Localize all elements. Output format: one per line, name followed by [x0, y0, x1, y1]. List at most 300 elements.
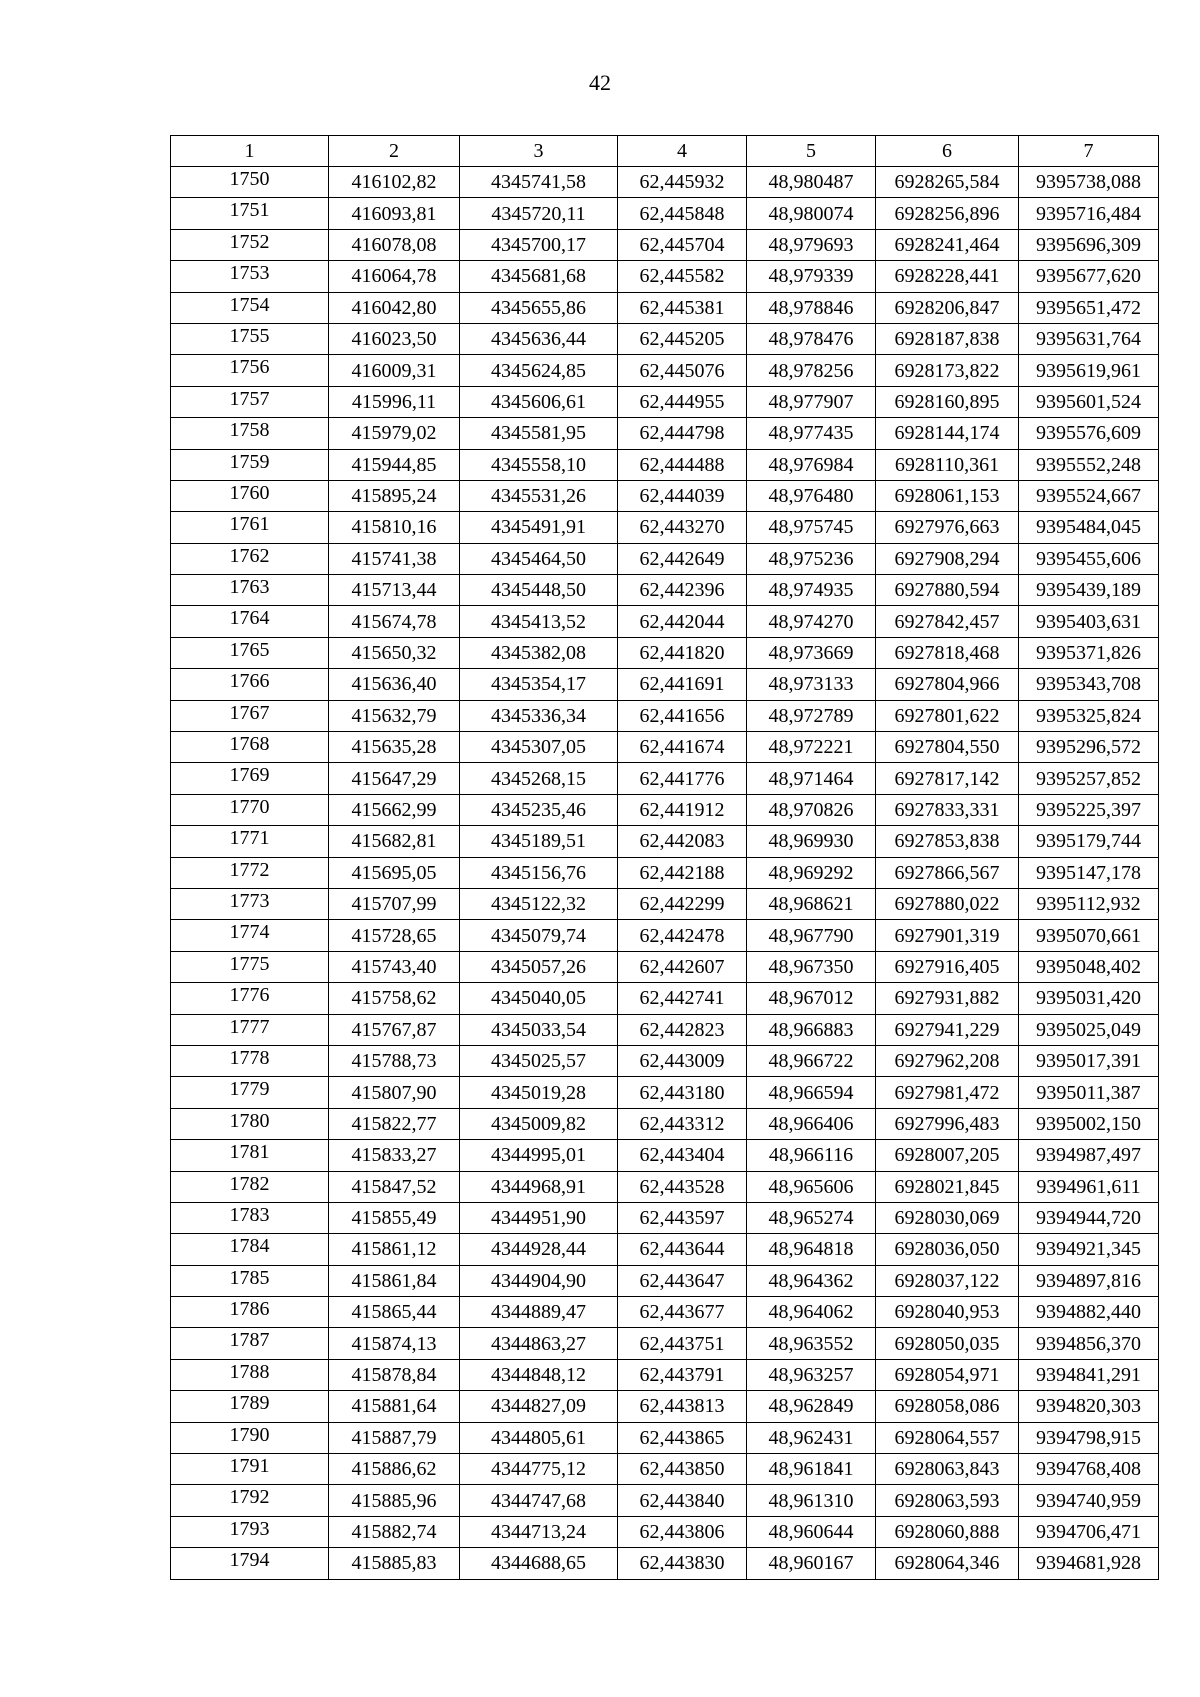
- table-cell: 1777: [171, 1014, 329, 1045]
- table-cell: 4344904,90: [460, 1265, 618, 1296]
- table-row: [171, 1548, 1159, 1579]
- table-cell: 62,445205: [618, 323, 747, 354]
- table-cell: 62,445381: [618, 292, 747, 323]
- table-cell: 4345057,26: [460, 951, 618, 982]
- table-cell: 9395031,420: [1019, 983, 1159, 1014]
- table-cell: 415647,29: [329, 763, 460, 794]
- table-cell: 1787: [171, 1328, 329, 1359]
- table-cell: 9394820,303: [1019, 1391, 1159, 1422]
- table-cell: 9394841,291: [1019, 1359, 1159, 1390]
- table-cell: 6928241,464: [876, 229, 1019, 260]
- table-cell: 415855,49: [329, 1202, 460, 1233]
- table-cell: 415874,13: [329, 1328, 460, 1359]
- page-number: 42: [589, 70, 611, 95]
- table-cell: 9395343,708: [1019, 669, 1159, 700]
- table-cell: 9394856,370: [1019, 1328, 1159, 1359]
- table-cell: 9395048,402: [1019, 951, 1159, 982]
- table-cell: 6928110,361: [876, 449, 1019, 480]
- table-cell: 1750: [171, 167, 329, 198]
- table-cell: 415881,64: [329, 1391, 460, 1422]
- table-cell: 9395296,572: [1019, 732, 1159, 763]
- table-cell: 415885,83: [329, 1548, 460, 1579]
- table-cell: 415810,16: [329, 512, 460, 543]
- table-cell: 48,964818: [747, 1234, 876, 1265]
- table-cell: 9395002,150: [1019, 1108, 1159, 1139]
- table-row: [171, 669, 1159, 700]
- table-cell: 9394706,471: [1019, 1516, 1159, 1547]
- column-header: 1: [171, 136, 329, 167]
- table-cell: 4344951,90: [460, 1202, 618, 1233]
- table-cell: 6927804,966: [876, 669, 1019, 700]
- table-cell: 62,443270: [618, 512, 747, 543]
- table-cell: 415695,05: [329, 857, 460, 888]
- table-cell: 415682,81: [329, 826, 460, 857]
- table-row: [171, 1516, 1159, 1547]
- table-cell: 48,967790: [747, 920, 876, 951]
- table-cell: 62,443830: [618, 1548, 747, 1579]
- table-cell: 9395025,049: [1019, 1014, 1159, 1045]
- table-cell: 48,978476: [747, 323, 876, 354]
- table-cell: 415632,79: [329, 700, 460, 731]
- table-cell: 6928064,346: [876, 1548, 1019, 1579]
- table-cell: 416102,82: [329, 167, 460, 198]
- table-cell: 1782: [171, 1171, 329, 1202]
- table-cell: 62,444488: [618, 449, 747, 480]
- table-cell: 4345636,44: [460, 323, 618, 354]
- table-cell: 62,442044: [618, 606, 747, 637]
- table-cell: 6927801,622: [876, 700, 1019, 731]
- table-cell: 4345448,50: [460, 575, 618, 606]
- table-cell: 62,445704: [618, 229, 747, 260]
- table-cell: 62,443009: [618, 1045, 747, 1076]
- table-cell: 4344688,65: [460, 1548, 618, 1579]
- table-cell: 4345268,15: [460, 763, 618, 794]
- table-cell: 415878,84: [329, 1359, 460, 1390]
- table-cell: 6927853,838: [876, 826, 1019, 857]
- table-cell: 48,966116: [747, 1140, 876, 1171]
- table-cell: 415674,78: [329, 606, 460, 637]
- table-cell: 1758: [171, 418, 329, 449]
- table-cell: 6928228,441: [876, 261, 1019, 292]
- table-cell: 4344713,24: [460, 1516, 618, 1547]
- table-cell: 4345464,50: [460, 543, 618, 574]
- table-cell: 1780: [171, 1108, 329, 1139]
- table-cell: 1767: [171, 700, 329, 731]
- table-cell: 9395631,764: [1019, 323, 1159, 354]
- table-cell: 48,977907: [747, 386, 876, 417]
- table-row: [171, 386, 1159, 417]
- table-cell: 9395011,387: [1019, 1077, 1159, 1108]
- table-cell: 62,442823: [618, 1014, 747, 1045]
- table-cell: 6927818,468: [876, 637, 1019, 668]
- table-cell: 415650,32: [329, 637, 460, 668]
- table-cell: 48,974270: [747, 606, 876, 637]
- table-cell: 62,441776: [618, 763, 747, 794]
- table-cell: 48,964362: [747, 1265, 876, 1296]
- table-row: [171, 826, 1159, 857]
- table-cell: 9395484,045: [1019, 512, 1159, 543]
- table-cell: 48,975236: [747, 543, 876, 574]
- table-cell: 4344747,68: [460, 1485, 618, 1516]
- table-cell: 4344889,47: [460, 1297, 618, 1328]
- table-cell: 62,442188: [618, 857, 747, 888]
- table-cell: 48,960644: [747, 1516, 876, 1547]
- table-row: [171, 951, 1159, 982]
- table-cell: 9395257,852: [1019, 763, 1159, 794]
- table-cell: 9395403,631: [1019, 606, 1159, 637]
- table-cell: 9395601,524: [1019, 386, 1159, 417]
- table-cell: 416042,80: [329, 292, 460, 323]
- table-cell: 6928040,953: [876, 1297, 1019, 1328]
- table-cell: 48,975745: [747, 512, 876, 543]
- table-cell: 4345040,05: [460, 983, 618, 1014]
- table-cell: 4345491,91: [460, 512, 618, 543]
- table-cell: 62,441820: [618, 637, 747, 668]
- table-cell: 9395738,088: [1019, 167, 1159, 198]
- table-row: [171, 198, 1159, 229]
- table-cell: 48,973669: [747, 637, 876, 668]
- table-cell: 1792: [171, 1485, 329, 1516]
- table-cell: 415833,27: [329, 1140, 460, 1171]
- table-cell: 9394944,720: [1019, 1202, 1159, 1233]
- table-cell: 4345655,86: [460, 292, 618, 323]
- table-row: [171, 449, 1159, 480]
- table-cell: 416093,81: [329, 198, 460, 229]
- table-cell: 1751: [171, 198, 329, 229]
- table-cell: 6928030,069: [876, 1202, 1019, 1233]
- table-cell: 4345624,85: [460, 355, 618, 386]
- table-cell: 48,974935: [747, 575, 876, 606]
- column-header: 3: [460, 136, 618, 167]
- table-cell: 9394921,345: [1019, 1234, 1159, 1265]
- table-cell: 48,977435: [747, 418, 876, 449]
- table-cell: 4345531,26: [460, 480, 618, 511]
- table-cell: 6927916,405: [876, 951, 1019, 982]
- column-header: 2: [329, 136, 460, 167]
- table-cell: 4345025,57: [460, 1045, 618, 1076]
- table-cell: 9395552,248: [1019, 449, 1159, 480]
- table-cell: 415882,74: [329, 1516, 460, 1547]
- table-cell: 9395439,189: [1019, 575, 1159, 606]
- table-cell: 6928064,557: [876, 1422, 1019, 1453]
- table-row: [171, 480, 1159, 511]
- table-cell: 62,443813: [618, 1391, 747, 1422]
- table-cell: 415885,96: [329, 1485, 460, 1516]
- table-cell: 1757: [171, 386, 329, 417]
- table-row: [171, 1171, 1159, 1202]
- table-cell: 1764: [171, 606, 329, 637]
- table-cell: 48,962431: [747, 1422, 876, 1453]
- table-cell: 415662,99: [329, 794, 460, 825]
- table-row: [171, 355, 1159, 386]
- table-cell: 6927880,594: [876, 575, 1019, 606]
- table-row: [171, 606, 1159, 637]
- table-cell: 4345156,76: [460, 857, 618, 888]
- table-row: [171, 323, 1159, 354]
- table-cell: 48,961310: [747, 1485, 876, 1516]
- table-cell: 62,443404: [618, 1140, 747, 1171]
- table-row: [171, 575, 1159, 606]
- table-cell: 62,443312: [618, 1108, 747, 1139]
- table-cell: 62,443180: [618, 1077, 747, 1108]
- table-cell: 1761: [171, 512, 329, 543]
- table-cell: 4345336,34: [460, 700, 618, 731]
- table-cell: 62,443647: [618, 1265, 747, 1296]
- table-row: [171, 1422, 1159, 1453]
- table-cell: 9395651,472: [1019, 292, 1159, 323]
- table-cell: 6928060,888: [876, 1516, 1019, 1547]
- table-cell: 6927981,472: [876, 1077, 1019, 1108]
- table-cell: 1756: [171, 355, 329, 386]
- table-cell: 415861,84: [329, 1265, 460, 1296]
- table-cell: 62,442607: [618, 951, 747, 982]
- table-cell: 1791: [171, 1454, 329, 1485]
- table-cell: 6927842,457: [876, 606, 1019, 637]
- table-cell: 415713,44: [329, 575, 460, 606]
- table-cell: 48,962849: [747, 1391, 876, 1422]
- table-cell: 62,443840: [618, 1485, 747, 1516]
- table-cell: 1789: [171, 1391, 329, 1422]
- table-cell: 1794: [171, 1548, 329, 1579]
- table-row: [171, 167, 1159, 198]
- table-cell: 416064,78: [329, 261, 460, 292]
- table-cell: 48,970826: [747, 794, 876, 825]
- table-cell: 48,966722: [747, 1045, 876, 1076]
- table-cell: 1784: [171, 1234, 329, 1265]
- table-cell: 4345307,05: [460, 732, 618, 763]
- table-cell: 415788,73: [329, 1045, 460, 1076]
- table-row: [171, 1297, 1159, 1328]
- table-cell: 48,979693: [747, 229, 876, 260]
- table-cell: 415767,87: [329, 1014, 460, 1045]
- table-cell: 4345681,68: [460, 261, 618, 292]
- table-cell: 48,965274: [747, 1202, 876, 1233]
- table-cell: 9395147,178: [1019, 857, 1159, 888]
- table-cell: 1786: [171, 1297, 329, 1328]
- table-cell: 62,443791: [618, 1359, 747, 1390]
- table-cell: 9394961,611: [1019, 1171, 1159, 1202]
- table-cell: 1770: [171, 794, 329, 825]
- table-cell: 6927804,550: [876, 732, 1019, 763]
- table-cell: 9394882,440: [1019, 1297, 1159, 1328]
- table-row: [171, 637, 1159, 668]
- table-cell: 1790: [171, 1422, 329, 1453]
- table-cell: 415861,12: [329, 1234, 460, 1265]
- table-cell: 9395070,661: [1019, 920, 1159, 951]
- table-cell: 4345558,10: [460, 449, 618, 480]
- table-cell: 62,443528: [618, 1171, 747, 1202]
- column-header: 5: [747, 136, 876, 167]
- table-row: [171, 983, 1159, 1014]
- table-cell: 4345019,28: [460, 1077, 618, 1108]
- table-body: [171, 167, 1159, 1580]
- table-cell: 1788: [171, 1359, 329, 1390]
- table-cell: 62,445076: [618, 355, 747, 386]
- table-cell: 48,980074: [747, 198, 876, 229]
- table-row: [171, 700, 1159, 731]
- table-row: [171, 1265, 1159, 1296]
- table-row: [171, 920, 1159, 951]
- table-header-row: [171, 136, 1159, 167]
- table-cell: 9395017,391: [1019, 1045, 1159, 1076]
- table-cell: 6928058,086: [876, 1391, 1019, 1422]
- table-cell: 48,978846: [747, 292, 876, 323]
- table-row: [171, 1140, 1159, 1171]
- table-row: [171, 418, 1159, 449]
- table-cell: 48,973133: [747, 669, 876, 700]
- table-cell: 9395455,606: [1019, 543, 1159, 574]
- table-cell: 1755: [171, 323, 329, 354]
- table-cell: 6928144,174: [876, 418, 1019, 449]
- table-cell: 62,442396: [618, 575, 747, 606]
- table-cell: 4345009,82: [460, 1108, 618, 1139]
- table-row: [171, 1454, 1159, 1485]
- table-cell: 4344995,01: [460, 1140, 618, 1171]
- table-cell: 48,961841: [747, 1454, 876, 1485]
- table-cell: 48,966594: [747, 1077, 876, 1108]
- table-cell: 1773: [171, 888, 329, 919]
- table-cell: 6928187,838: [876, 323, 1019, 354]
- table-cell: 416009,31: [329, 355, 460, 386]
- table-cell: 6927833,331: [876, 794, 1019, 825]
- table-cell: 9394897,816: [1019, 1265, 1159, 1296]
- table-cell: 1779: [171, 1077, 329, 1108]
- table-cell: 62,443865: [618, 1422, 747, 1453]
- table-cell: 6928256,896: [876, 198, 1019, 229]
- table-cell: 4345606,61: [460, 386, 618, 417]
- table-row: [171, 857, 1159, 888]
- table-cell: 4345720,11: [460, 198, 618, 229]
- table-cell: 415865,44: [329, 1297, 460, 1328]
- table-cell: 6928037,122: [876, 1265, 1019, 1296]
- table-row: [171, 1108, 1159, 1139]
- table-cell: 4345382,08: [460, 637, 618, 668]
- table-cell: 415743,40: [329, 951, 460, 982]
- table-cell: 6928063,843: [876, 1454, 1019, 1485]
- table-cell: 6928050,035: [876, 1328, 1019, 1359]
- table-cell: 415807,90: [329, 1077, 460, 1108]
- table-cell: 48,980487: [747, 167, 876, 198]
- table-cell: 62,442083: [618, 826, 747, 857]
- table-cell: 4345079,74: [460, 920, 618, 951]
- table-cell: 6927996,483: [876, 1108, 1019, 1139]
- table-cell: 48,965606: [747, 1171, 876, 1202]
- table-cell: 9394681,928: [1019, 1548, 1159, 1579]
- table-cell: 415979,02: [329, 418, 460, 449]
- table-row: [171, 292, 1159, 323]
- column-header: 6: [876, 136, 1019, 167]
- table-cell: 6927817,142: [876, 763, 1019, 794]
- table-cell: 6928160,895: [876, 386, 1019, 417]
- table-cell: 1785: [171, 1265, 329, 1296]
- table-cell: 6927880,022: [876, 888, 1019, 919]
- table-cell: 48,979339: [747, 261, 876, 292]
- table-cell: 48,967350: [747, 951, 876, 982]
- table-cell: 48,967012: [747, 983, 876, 1014]
- table-row: [171, 1328, 1159, 1359]
- table-cell: 4345413,52: [460, 606, 618, 637]
- table-cell: 415944,85: [329, 449, 460, 480]
- table-cell: 48,972221: [747, 732, 876, 763]
- table-cell: 62,444798: [618, 418, 747, 449]
- table-cell: 6928173,822: [876, 355, 1019, 386]
- table-cell: 1781: [171, 1140, 329, 1171]
- table-cell: 62,443751: [618, 1328, 747, 1359]
- table-cell: 9395371,826: [1019, 637, 1159, 668]
- table-cell: 415741,38: [329, 543, 460, 574]
- table-cell: 6927908,294: [876, 543, 1019, 574]
- table-row: [171, 1485, 1159, 1516]
- table-cell: 9394740,959: [1019, 1485, 1159, 1516]
- table-cell: 415728,65: [329, 920, 460, 951]
- table-cell: 48,976480: [747, 480, 876, 511]
- table-cell: 62,441691: [618, 669, 747, 700]
- table-cell: 1763: [171, 575, 329, 606]
- table-cell: 1793: [171, 1516, 329, 1547]
- table-cell: 1766: [171, 669, 329, 700]
- table-row: [171, 794, 1159, 825]
- table-cell: 4344928,44: [460, 1234, 618, 1265]
- table-cell: 415636,40: [329, 669, 460, 700]
- table-cell: 62,443677: [618, 1297, 747, 1328]
- table-row: [171, 229, 1159, 260]
- table-cell: 9395179,744: [1019, 826, 1159, 857]
- table-cell: 415758,62: [329, 983, 460, 1014]
- table-cell: 48,968621: [747, 888, 876, 919]
- table-cell: 6927866,567: [876, 857, 1019, 888]
- table-cell: 9395524,667: [1019, 480, 1159, 511]
- table-row: [171, 1014, 1159, 1045]
- table-cell: 1752: [171, 229, 329, 260]
- table-cell: 6928265,584: [876, 167, 1019, 198]
- table-cell: 415635,28: [329, 732, 460, 763]
- table-cell: 1754: [171, 292, 329, 323]
- table-cell: 62,441674: [618, 732, 747, 763]
- table-cell: 6928054,971: [876, 1359, 1019, 1390]
- table-row: [171, 512, 1159, 543]
- table-cell: 48,963552: [747, 1328, 876, 1359]
- table-cell: 4344805,61: [460, 1422, 618, 1453]
- table-row: [171, 1234, 1159, 1265]
- table-cell: 1753: [171, 261, 329, 292]
- table-row: [171, 543, 1159, 574]
- table-cell: 9395677,620: [1019, 261, 1159, 292]
- table-cell: 6928061,153: [876, 480, 1019, 511]
- table-cell: 62,442299: [618, 888, 747, 919]
- table-cell: 1760: [171, 480, 329, 511]
- table-cell: 4345122,32: [460, 888, 618, 919]
- column-header: 4: [618, 136, 747, 167]
- table-cell: 48,966406: [747, 1108, 876, 1139]
- table-cell: 62,442649: [618, 543, 747, 574]
- column-header: 7: [1019, 136, 1159, 167]
- table-cell: 9394987,497: [1019, 1140, 1159, 1171]
- table-row: [171, 1202, 1159, 1233]
- table-cell: 1783: [171, 1202, 329, 1233]
- table-cell: 4345700,17: [460, 229, 618, 260]
- table-cell: 4345741,58: [460, 167, 618, 198]
- table-cell: 48,972789: [747, 700, 876, 731]
- table-cell: 62,445582: [618, 261, 747, 292]
- table-cell: 6927901,319: [876, 920, 1019, 951]
- coordinates-table: [170, 135, 1159, 1580]
- table-cell: 62,444955: [618, 386, 747, 417]
- table-row: [171, 1045, 1159, 1076]
- table-cell: 9395576,609: [1019, 418, 1159, 449]
- table-cell: 4345581,95: [460, 418, 618, 449]
- table-cell: 62,445932: [618, 167, 747, 198]
- table-cell: 9395619,961: [1019, 355, 1159, 386]
